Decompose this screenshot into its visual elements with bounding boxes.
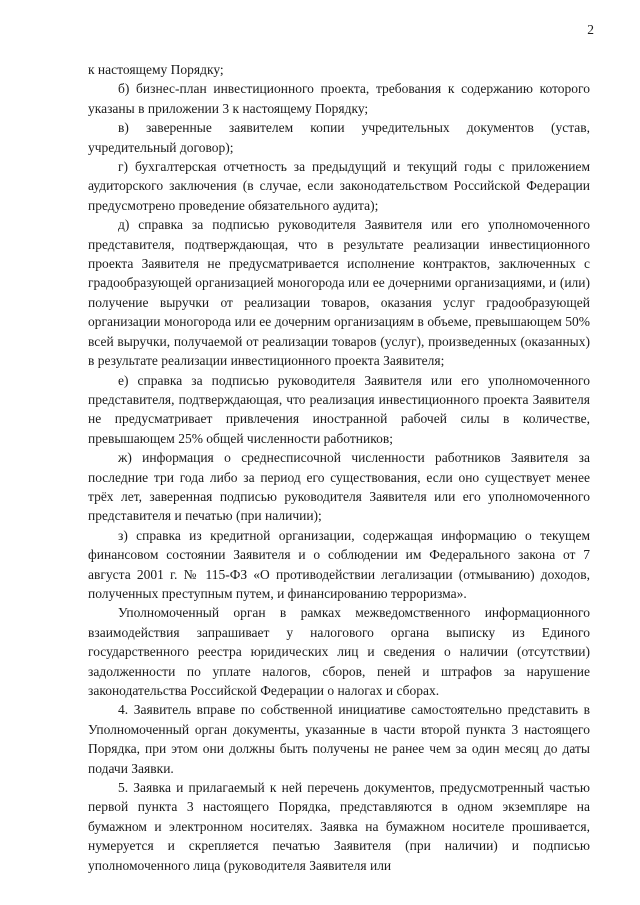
paragraph-clause-4: 4. Заявитель вправе по собственной инициативе самостоятельно представить в Уполномоченный орган документы, указанные в части второй пункта 3 настоящего Порядка, при этом они должны быть получены не ранее чем за один месяц до даты подачи Заявки.	[88, 702, 590, 776]
paragraph-item-e: е) справка за подписью руководителя Заявителя или его уполномоченного представителя, подтверждающая, что реализация инвестиционного проекта Заявителя не предусматривает привлечения иностранной рабочей силы в количестве, превышающем 25% общей численности работников;	[88, 372, 590, 446]
paragraph-clause-5: 5. Заявка и прилагаемый к ней перечень документов, предусмотренный частью первой пункта 3 настоящего Порядка, представляются в одном экземпляре на бумажном и электронном носителях. Заявка на бумажном носителе прошивается, нумеруется и скрепляется печатью Заявителя (при наличии) и подписью уполномоченного лица (руководителя Заявителя или	[88, 780, 590, 873]
page-number: 2	[587, 22, 594, 37]
paragraph-continuation: к настоящему Порядку;	[88, 62, 224, 77]
paragraph-item-b: б) бизнес-план инвестиционного проекта, требования к содержанию которого указаны в приложении 3 к настоящему Порядку;	[88, 81, 590, 116]
paragraph-item-d: д) справка за подписью руководителя Заявителя или его уполномоченного представителя, подтверждающая, что в результате реализации инвестиционного проекта Заявителя не предусматривается исполнение контрактов, заключенных с градообразующей организацией моногорода или ее дочерними организациями, и (или) получение выручки от реализации товаров, оказания услуг градообразующей организации моногорода или ее дочерним организациям в объеме, превышающем 50% всей выручки, получаемой от реализации товаров (услуг), произведенных (оказанных) в результате реализации инвестиционного проекта Заявителя;	[88, 217, 590, 369]
paragraph-item-g: г) бухгалтерская отчетность за предыдущий и текущий годы с приложением аудиторского заключения (в случае, если законодательством Российской Федерации предусмотрено проведение обязательного аудита);	[88, 159, 590, 213]
paragraph-item-v: в) заверенные заявителем копии учредительных документов (устав, учредительный договор);	[88, 120, 590, 155]
paragraph-item-z: з) справка из кредитной организации, содержащая информацию о текущем финансовом состоянии Заявителя и о соблюдении им Федерального закона от 7 августа 2001 г. № 115-ФЗ «О противодействии легализации (отмыванию) доходов, полученных преступным путем, и финансированию терроризма».	[88, 527, 590, 601]
document-body	[88, 60, 590, 875]
paragraph-item-zh: ж) информация о среднесписочной численности работников Заявителя за последние три года либо за период его существования, если оно существует менее трёх лет, заверенная подписью руководителя Заявителя или его уполномоченного представителя и печатью (при наличии);	[88, 450, 590, 524]
paragraph-interagency-request: Уполномоченный орган в рамках межведомственного информационного взаимодействия запрашивает у налогового органа выписку из Единого государственного реестра юридических лиц и сведения о наличии (отсутствии) задолженности по уплате налогов, сборов, пеней и штрафов за нарушение законодательства Российской Федерации о налогах и сборах.	[88, 605, 590, 698]
